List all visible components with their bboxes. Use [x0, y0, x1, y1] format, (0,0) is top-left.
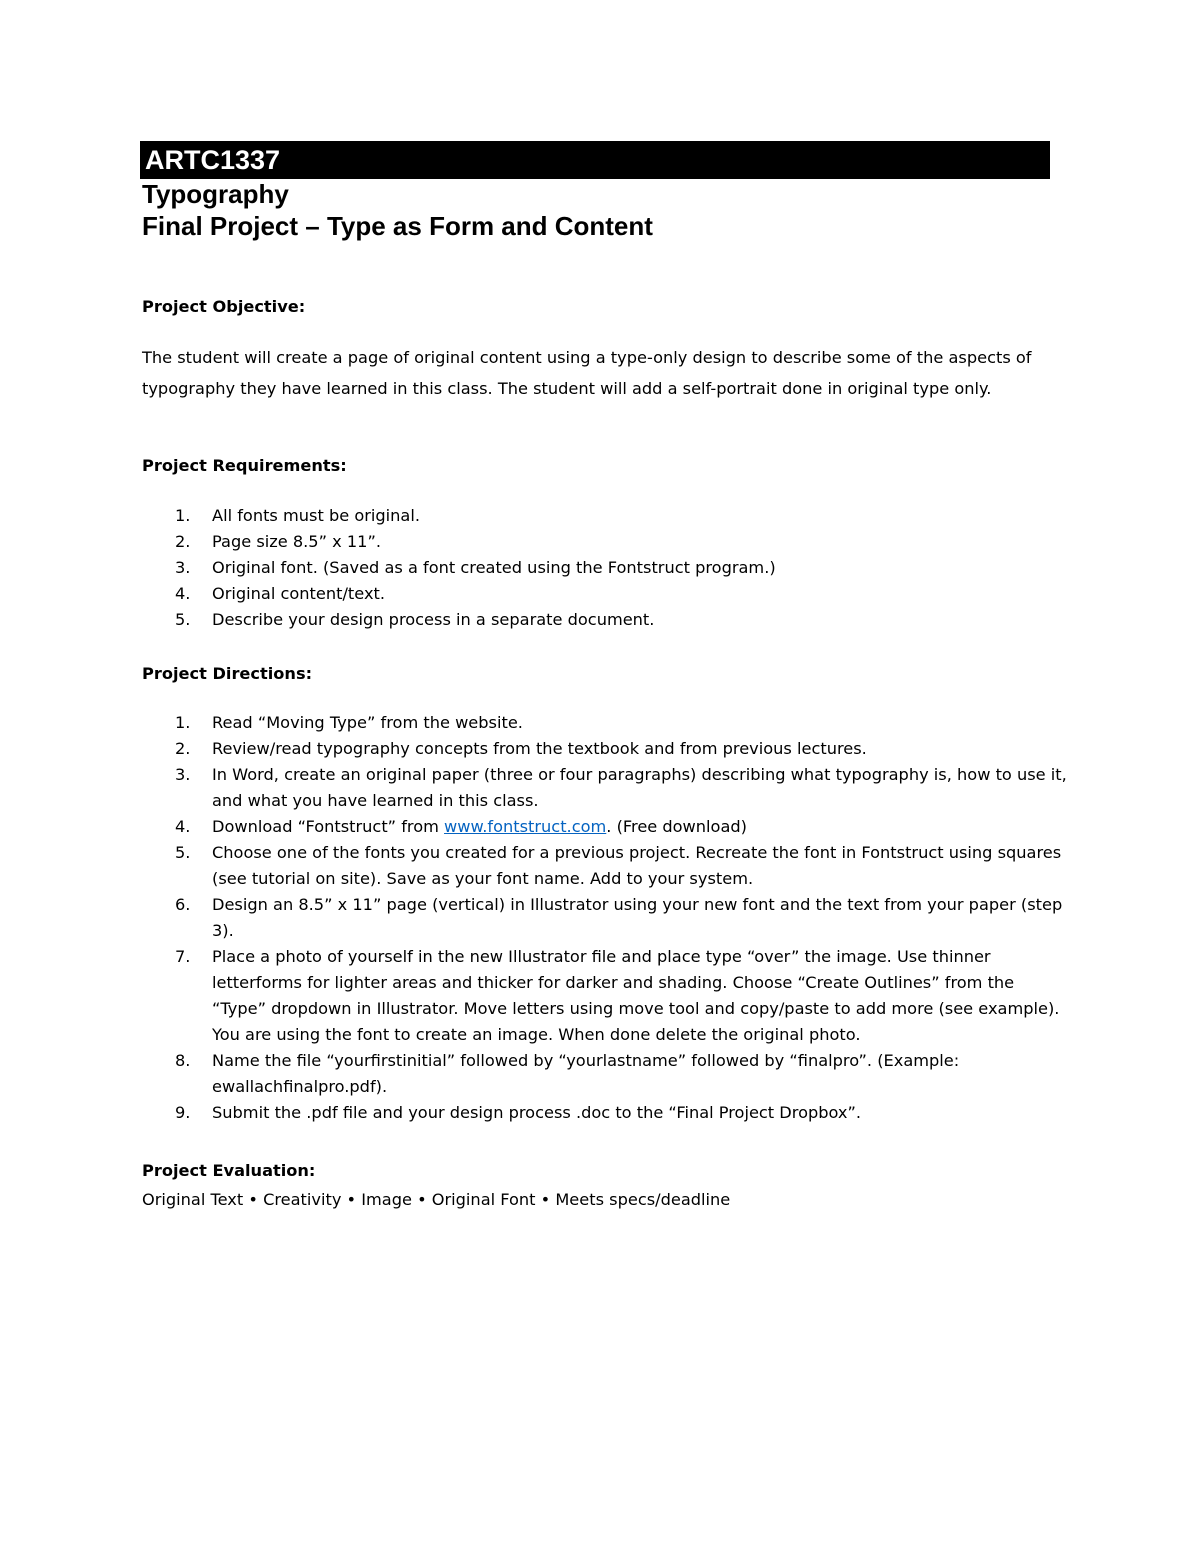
list-number: 7.: [175, 947, 191, 966]
list-number: 1.: [175, 506, 191, 525]
list-number: 1.: [175, 713, 191, 732]
list-number: 9.: [175, 1103, 191, 1122]
list-item-text: In Word, create an original paper (three or four paragraphs) describing what typography is, how to use it, and what you have learned in this class.: [212, 765, 1067, 810]
document-subtitle: Final Project – Type as Form and Content: [142, 211, 653, 241]
list-number: 3.: [175, 765, 191, 784]
list-item: [142, 1100, 1072, 1126]
list-item: [142, 814, 1072, 840]
list-item-text: Design an 8.5” x 11” page (vertical) in Illustrator using your new font and the text from your paper (step 3).: [212, 895, 1063, 940]
list-item: [142, 581, 1072, 607]
list-item: [142, 503, 1072, 529]
list-item: [142, 762, 1072, 814]
list-item: [142, 607, 1072, 633]
list-item-text: . (Free download): [606, 817, 747, 836]
list-item: [142, 840, 1072, 892]
list-number: 3.: [175, 558, 191, 577]
directions-list: [142, 710, 1072, 1126]
list-item: [142, 529, 1072, 555]
list-item: [142, 736, 1072, 762]
list-item-text: Original font. (Saved as a font created using the Fontstruct program.): [212, 558, 776, 577]
list-number: 4.: [175, 584, 191, 603]
list-number: 5.: [175, 610, 191, 629]
list-number: 5.: [175, 843, 191, 862]
evaluation-heading: Project Evaluation:: [142, 1161, 316, 1180]
list-item-text: Place a photo of yourself in the new Illustrator file and place type “over” the image. Use thinner letterforms for lighter areas and thicker for darker and shading. Choose “Create Outlines” from the “Type” dropdown in Illustrator. Move letters using move tool and copy/paste to add more (see example). You are using the font to create an image. When done delete the original photo.: [212, 947, 1060, 1044]
list-number: 2.: [175, 532, 191, 551]
fontstruct-link[interactable]: www.fontstruct.com: [444, 817, 607, 836]
list-item: [142, 1048, 1072, 1100]
objective-heading: Project Objective:: [142, 297, 306, 316]
list-item-text: Describe your design process in a separate document.: [212, 610, 655, 629]
course-code: ARTC1337: [145, 145, 281, 175]
list-item-text: Download “Fontstruct” from: [212, 817, 445, 836]
list-item-text: Page size 8.5” x 11”.: [212, 532, 381, 551]
requirements-heading: Project Requirements:: [142, 456, 347, 475]
list-item-text: Submit the .pdf file and your design process .doc to the “Final Project Dropbox”.: [212, 1103, 862, 1122]
list-item-text: Review/read typography concepts from the textbook and from previous lectures.: [212, 739, 867, 758]
evaluation-text: Original Text • Creativity • Image • Original Font • Meets specs/deadline: [142, 1190, 731, 1209]
list-number: 8.: [175, 1051, 191, 1070]
list-item-text: Original content/text.: [212, 584, 386, 603]
list-item-text: Choose one of the fonts you created for a previous project. Recreate the font in Fontstruct using squares (see tutorial on site). Save as your font name. Add to your system.: [212, 843, 1062, 888]
list-item-text: Read “Moving Type” from the website.: [212, 713, 523, 732]
list-item-text: All fonts must be original.: [212, 506, 420, 525]
list-item: [142, 555, 1072, 581]
list-number: 2.: [175, 739, 191, 758]
objective-text: The student will create a page of original content using a type-only design to describe some of the aspects of typography they have learned in this class. The student will add a self-portrait done in original type only.: [142, 348, 1032, 398]
document-title: Typography: [142, 179, 289, 209]
list-item-text: Name the file “yourfirstinitial” followed by “yourlastname” followed by “finalpro”. (Example: ewallachfinalpro.pdf).: [212, 1051, 960, 1096]
directions-heading: Project Directions:: [142, 664, 313, 683]
list-item: [142, 944, 1072, 1048]
list-number: 4.: [175, 817, 191, 836]
course-code-bar: [140, 141, 1050, 179]
list-item: [142, 892, 1072, 944]
list-number: 6.: [175, 895, 191, 914]
list-item: [142, 710, 1072, 736]
requirements-list: [142, 503, 1072, 633]
